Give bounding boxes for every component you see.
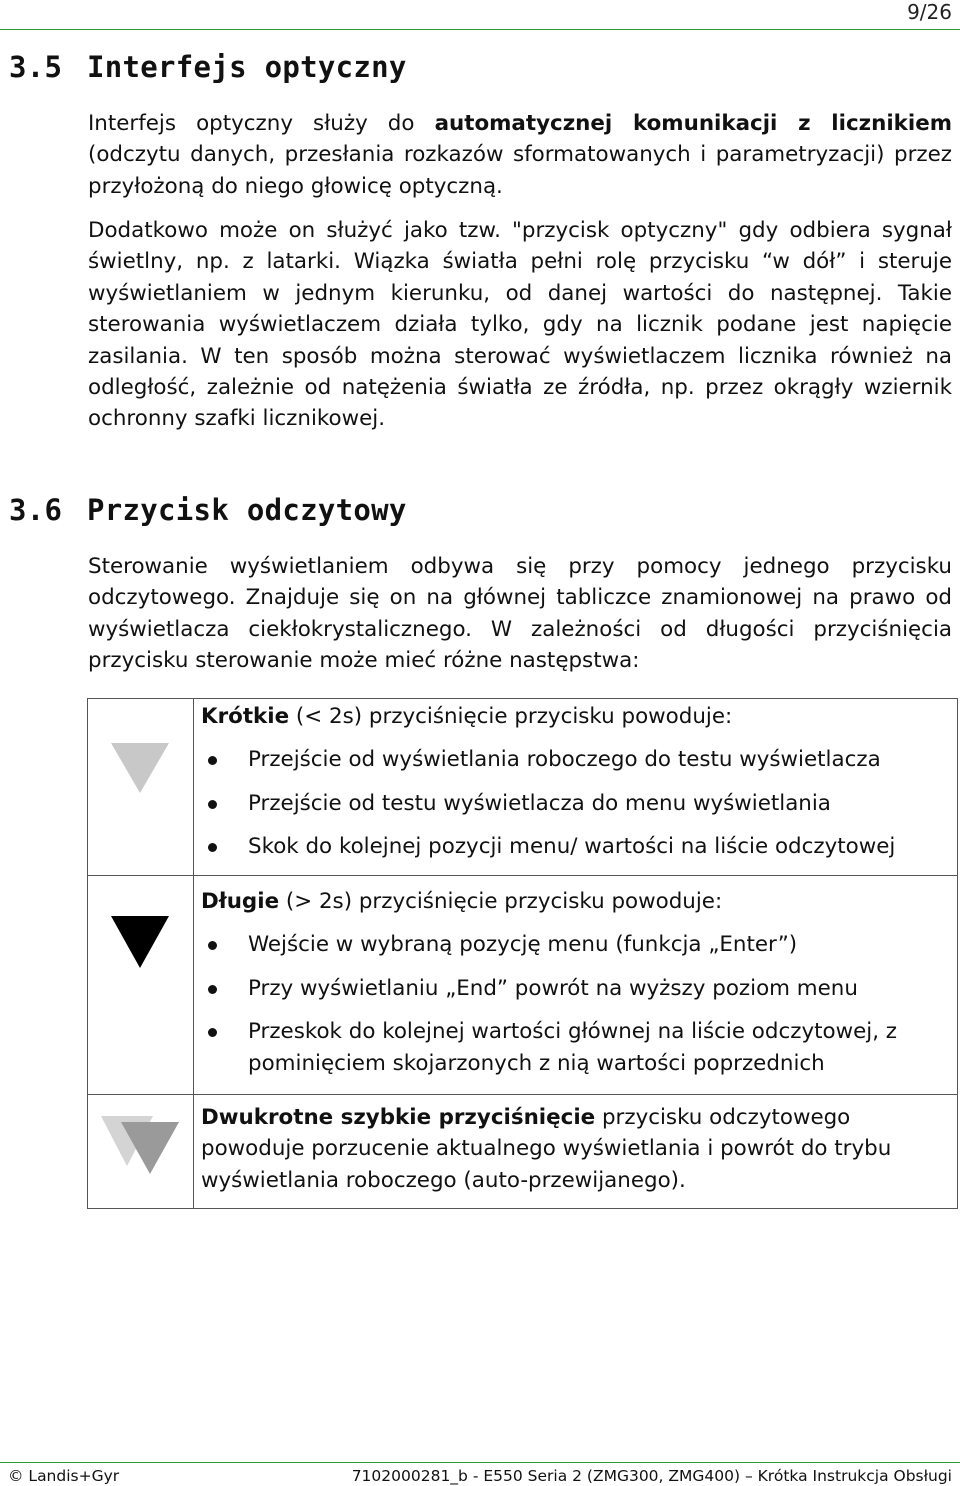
triangle-down-light-icon (111, 743, 169, 793)
paragraph-optical-interface-2: Dodatkowo może on służyć jako tzw. "przycisk optyczny" gdy odbiera sygnał świetlny, np. z latarki. Wiązka światła pełni rolę przycisku “w dół” i steruje wyświetlaniem w jednym kierunku, od danej wartości do następnej. Takie sterowania wyświetlaczem działa tylko, gdy na licznik podane jest napięcie zasilania. W ten sposób można sterować wyświetlaczem licznika również na odległość, zależnie od natężenia światła ze źródła, np. przez okrągły wziernik ochronny szafki licznikowej. (88, 218, 952, 432)
button-actions-table (87, 698, 958, 1209)
bold-text: automatycznej komunikacji z licznikiem (434, 111, 953, 136)
short-press-cell (201, 701, 953, 863)
list-item: Przy wyświetlaniu „End” powrót na wyższy poziom menu (201, 973, 953, 1004)
long-press-cell (201, 886, 953, 1079)
footer-copyright: © Landis+Gyr (8, 1467, 120, 1485)
section-number: 3.6 (9, 493, 63, 527)
list-item: Przejście od wyświetlania roboczego do testu wyświetlacza (201, 744, 953, 775)
page-number: 9/26 (907, 0, 952, 24)
text-run: przycisku odczytowego powoduje porzucenie aktualnego wyświetlania i powrót do trybu wyświetlania roboczego (auto-przewijanego). (201, 1105, 892, 1193)
bold-text: Dwukrotne szybkie przyciśnięcie (201, 1105, 596, 1130)
triangle-down-dark-icon (111, 916, 169, 968)
double-triangle-down-icon (101, 1116, 179, 1174)
bold-text: Krótkie (201, 704, 290, 729)
paragraph-optical-interface-1 (88, 108, 952, 202)
table-divider-horizontal (88, 1094, 957, 1095)
text-run: (< 2s) przyciśnięcie przycisku powoduje: (289, 704, 733, 729)
paragraph-read-button: Sterowanie wyświetlaniem odbywa się przy pomocy jednego przycisku odczytowego. Znajduje się on na głównej tabliczce znamionowej na prawo od wyświetlacza ciekłokrystalicznego. W zależności od długości przyciśnięcia przycisku sterowanie może mieć różne następstwa: (88, 554, 952, 674)
long-press-list (201, 929, 953, 1079)
list-item: Przeskok do kolejnej wartości głównej na liście odczytowej, z pominięciem skojarzonych z nią wartości poprzednich (201, 1016, 953, 1079)
section-heading-3-5 (9, 50, 407, 84)
table-divider-horizontal (88, 875, 957, 876)
long-press-lead (201, 886, 953, 917)
short-press-list (201, 744, 953, 862)
section-title: Przycisk odczytowy (87, 493, 407, 527)
bold-text: Długie (201, 889, 280, 914)
text-run: Interfejs optyczny służy do (88, 111, 435, 136)
list-item: Wejście w wybraną pozycję menu (funkcja „Enter”) (201, 929, 953, 960)
section-title: Interfejs optyczny (87, 50, 407, 84)
footer-document-id: 7102000281_b - E550 Seria 2 (ZMG300, ZMG400) – Krótka Instrukcja Obsługi (351, 1467, 952, 1485)
header-rule (0, 29, 960, 30)
list-item: Przejście od testu wyświetlacza do menu wyświetlania (201, 788, 953, 819)
section-heading-3-6 (9, 493, 407, 527)
short-press-lead (201, 701, 953, 732)
double-press-cell (201, 1102, 953, 1196)
text-run: (> 2s) przyciśnięcie przycisku powoduje: (279, 889, 723, 914)
footer-rule (0, 1462, 960, 1463)
table-divider-vertical (193, 699, 194, 1208)
text-run: (odczytu danych, przesłania rozkazów sformatowanych i parametryzacji) przez przyłożoną do niego głowicę optyczną. (88, 142, 952, 199)
section-number: 3.5 (9, 50, 63, 84)
list-item: Skok do kolejnej pozycji menu/ wartości na liście odczytowej (201, 831, 953, 862)
